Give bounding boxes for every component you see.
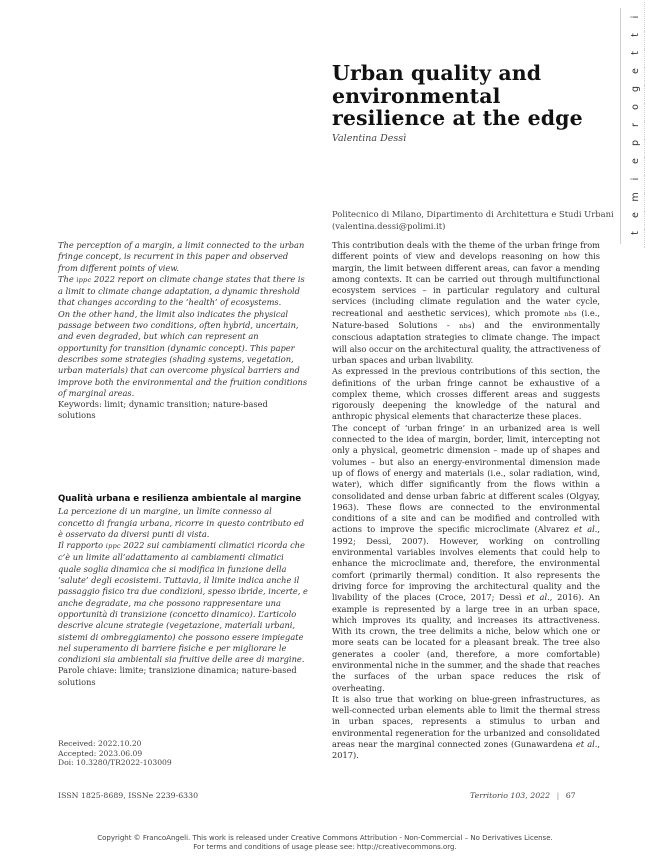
text-span: Il rapporto	[58, 540, 106, 551]
received-info	[58, 739, 258, 768]
rail-letter: i	[627, 2, 645, 32]
rail-letter: g	[627, 74, 645, 104]
text-span: , 2017).	[332, 739, 600, 761]
accepted-date: Accepted: 2023.06.09	[58, 748, 143, 758]
rail-letter: m	[627, 182, 645, 212]
body-paragraph	[332, 694, 600, 762]
issn: ISSN 1825-8689, ISSNe 2239-6330	[58, 791, 199, 800]
article-author: Valentina Dessì	[332, 133, 407, 144]
text-span: (i.e., Nature-based Solutions -	[332, 307, 600, 331]
rail-letter: t	[627, 38, 645, 68]
journal-issue: 103, 2022	[510, 791, 551, 800]
rail-letter: t	[627, 218, 645, 248]
rail-letter: r	[627, 110, 645, 140]
abstract-paragraph: On the other hand, the limit also indicates the physical passage between two conditions, often hybrid, uncertain, and even degraded, but which can represent an opportunity for transition (dynamic concept). This paper describes some strategies (shading systems, vegetation, urban materials) that can overcome physical barriers and improve both the environmental and the fruition conditions of marginal areas.	[58, 308, 308, 398]
rail-letter: e	[627, 200, 645, 230]
small-caps-span: ippc	[76, 275, 92, 284]
copyright-notice	[0, 834, 650, 852]
separator: |	[556, 791, 560, 800]
italic-span: et al.	[574, 524, 598, 535]
rail-letter: e	[627, 56, 645, 86]
small-caps-span: ippc	[105, 542, 121, 551]
body-text	[332, 240, 600, 762]
abstract-paragraph	[58, 540, 308, 665]
rail-letter: e	[627, 146, 645, 176]
body-paragraph	[332, 240, 600, 366]
keywords: Keywords: limit; dynamic transition; nature-based solutions	[58, 399, 268, 421]
section-rail	[620, 8, 650, 244]
abstract-paragraph	[58, 274, 308, 309]
italic-span: et al.	[575, 739, 598, 750]
abstract-paragraph: The perception of a margin, a limit connected to the urban fringe concept, is recurrent in this paper and observed from different points of view.	[58, 240, 305, 273]
abstract-italian	[58, 494, 308, 688]
copyright-line: Copyright © FrancoAngeli. This work is released under Creative Commons Attribution - Non-Commercial – No Derivatives License.	[97, 834, 553, 842]
text-span: , 1992; Dessì, 2007). However, working on controlling environmental variables involves elements that could help to enhance the microclimate and, therefore, the environmental comfort (primarily thermal) condition. It also represents the driving force for improving the architectural quality and the livability of the places (Croce, 2017; Dessì	[332, 524, 601, 603]
rail-letter: p	[627, 128, 645, 158]
text-span: This contribution deals with the theme of the urban fringe from different points of view and develops reasoning on how this margin, the limit between different areas, can favor a mending among contexts. It can be carried out through multifunctional ecosystem services – in particular regulatory and cultural services (including climate regulation and the water cycle, recreational and aesthetic services), which promote	[332, 240, 600, 318]
text-span: The	[58, 273, 77, 284]
keywords: Parole chiave: limite; transizione dinamica; nature-based solutions	[58, 665, 297, 687]
page-number: 67	[565, 791, 576, 800]
author-affiliation: Politecnico di Milano, Dipartimento di Architettura e Studi Urbani (valentina.dessi@polimi.it)	[332, 209, 614, 231]
text-span: 2022 sui cambiamenti climatici ricorda che c’è un limite all’adattamento ai cambiamenti climatici quale soglia dinamica che si modifica in funzione della ‘salute’ degli ecosistemi. Tuttavia, il limite indica anche il passaggio fisico tra due condizioni, spesso ibride, incerte, e anche degradate, ma che possono rappresentare una opportunità di transizione (concetto dinamico). L’articolo descrive alcune strategie (vegetazione, materiali urbani, sistemi di ombreggiamento) che possono essere impiegate nel superamento di barriere fisiche e per migliorare le condizioni sia ambientali sia fruitive delle aree di margine.	[58, 540, 308, 665]
text-span: It is also true that working on blue-green infrastructures, as well-connected urban elements able to limit the thermal stress in urban spaces, represents a stimulus to urban and environmental regeneration for the urbanized and consolidated areas near the marginal connected zones (Gunawardena	[332, 693, 600, 750]
small-caps-span: nbs	[564, 309, 577, 318]
journal-reference	[470, 791, 576, 800]
rail-letter: t	[627, 20, 645, 50]
rail-letter: o	[627, 92, 645, 122]
body-paragraph	[332, 423, 600, 694]
doi: Doi: 10.3280/TR2022-103009	[58, 758, 172, 768]
received-date: Received: 2022.10.20	[58, 739, 142, 748]
article-title: Urban quality and environmental resilience at the edge	[332, 61, 583, 130]
abstract-paragraph: La percezione di un margine, un limite connesso al concetto di frangia urbana, ricorre in questo contributo ed è osservato da diversi punti di vista.	[58, 506, 305, 539]
text-span: ) and the environmentally conscious adaptation strategies to climate change. The impact will also occur on the architectural quality, the attractiveness of urban spaces and urban livability.	[332, 320, 600, 365]
text-span: The concept of ‘urban fringe’ in an urbanized area is well connected to the idea of margin, border, limit, intercepting not only a physical, geometric dimension – made up of shapes and volumes – but also an energy-environmental dimension made up of flows of energy and materials (i.e., solar radiation, wind, water), which differ significantly from the flows within a consolidated and dense urban fabric at different scales (Olgyay, 1963). These flows are connected to the environmental conditions of a site and can be modified and controlled with actions to improve the specific microclimate (Alvarez	[332, 422, 600, 535]
text-span: 2022 report on climate change states that there is a limit to climate change adaptation, a dynamic threshold that changes according to the ‘health’ of ecosystems.	[58, 273, 305, 308]
copyright-line: For terms and conditions of usage please see: http://creativecommons.org.	[193, 843, 457, 851]
abstract-english	[58, 240, 308, 422]
body-paragraph: As expressed in the previous contributions of this section, the definitions of the urban fringe cannot be exhaustive of a complex theme, which crosses different areas and suggests rigorously deepening the knowledge of the natural and anthropic physical elements that characterize these places.	[332, 366, 600, 422]
rail-letter: i	[627, 164, 645, 194]
text-span: , 2016). An example is represented by a large tree in an urban space, which improves its quality, and increases its attractiveness. With its crown, the tree delimits a niche, below which one or more seats can be located for a pleasant break. The tree also generates a cooler (and, therefore, a more comfortable) environmental niche in the summer, and the shade that reaches the surfaces of the urban space reduces the risk of overheating.	[332, 592, 601, 693]
journal-name: Territorio	[470, 791, 508, 800]
small-caps-span: nbs	[459, 322, 472, 331]
italian-title: Qualità urbana e resilienza ambientale al margine	[58, 494, 302, 504]
italic-span: et al.	[526, 592, 550, 603]
